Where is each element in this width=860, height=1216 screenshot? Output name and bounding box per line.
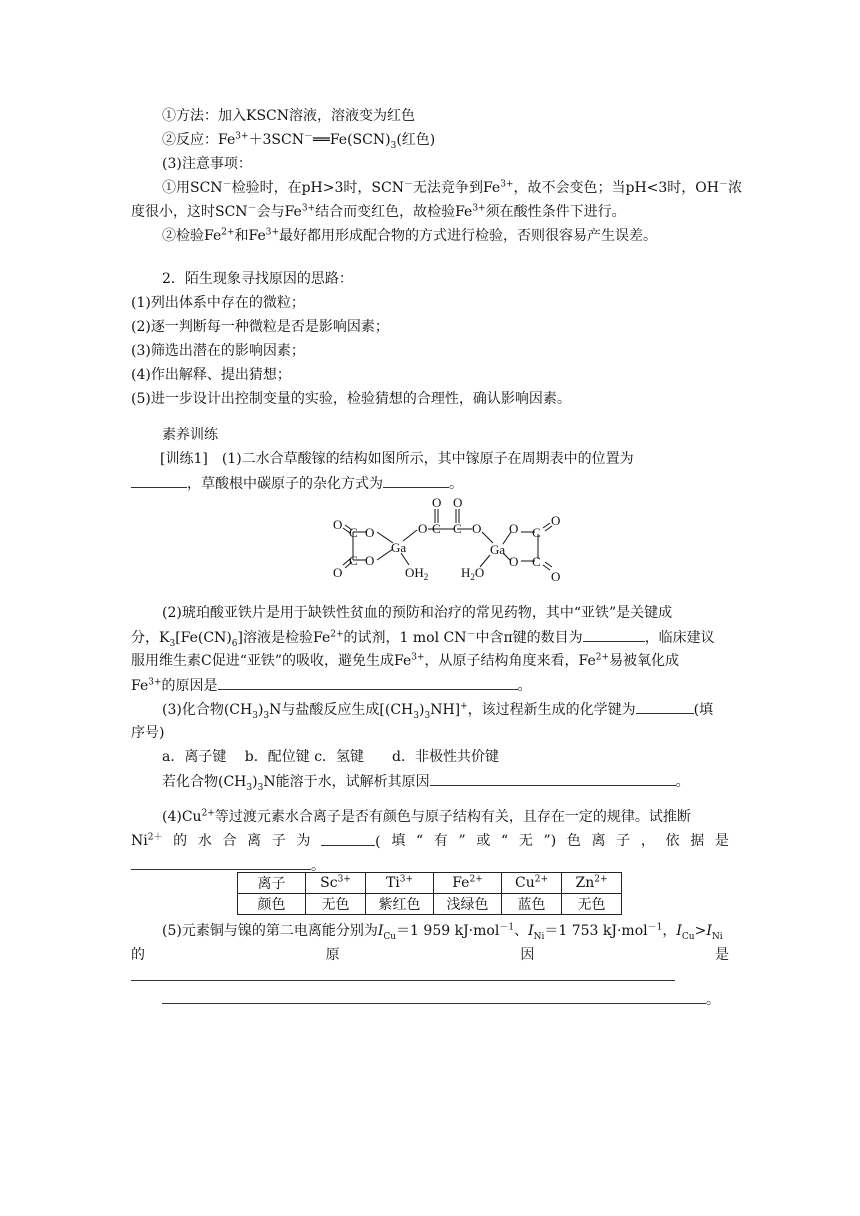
svg-text:O: O <box>432 497 442 510</box>
answer-blank[interactable] <box>218 676 518 690</box>
q2-line4: $Fe^{3+}$的原因是 。 <box>131 677 532 694</box>
answer-blank[interactable] <box>430 772 676 786</box>
svg-text:O: O <box>418 521 428 536</box>
svg-text:O: O <box>551 513 560 528</box>
table-header-cell: 离子 <box>238 873 306 894</box>
q2-line3: 服用维生素C促进“亚铁”的吸收，避免生成$Fe^{3+}$，从原子结构角度来看，$Fe^{2+}$易被氧化成 <box>131 652 680 669</box>
note2-line: ②检验$Fe^{2+}$和$Fe^{3+}$最好都用形成配合物的方式进行检验，否则很容易产生误差。 <box>162 227 658 244</box>
section2-title: 2．陌生现象寻找原因的思路： <box>162 271 353 287</box>
table-cell: 蓝色 <box>502 894 562 915</box>
svg-text:O: O <box>333 517 343 532</box>
step-5: (5)进一步设计出控制变量的实验，检验猜想的合理性，确认影响因素。 <box>131 391 571 407</box>
q5-line1: (5)元素铜与镍的第二电离能分别为$I_{Cu}=1$ 959 kJ·mol$^{-1}$、$I_{Ni}=1$ 753 kJ·mol$^{-1}$，$I_{Cu}>I_{Ni}$ <box>162 922 723 942</box>
svg-text:Ga: Ga <box>490 542 506 557</box>
note1-line1: ①用SCN－检验时，在pH>3时，SCN－无法竞争到$Fe^{3+}$，故不会变色；当pH<3时，OH－浓 <box>162 179 742 196</box>
step-4: (4)作出解释、提出猜想； <box>131 367 291 383</box>
q1-line1: [训练1] (1)二水合草酸镓的结构如图所示，其中镓原子在周期表中的位置为 <box>160 451 634 467</box>
svg-text:C: C <box>349 553 358 568</box>
answer-blank[interactable] <box>636 700 694 714</box>
svg-text:O: O <box>365 553 375 568</box>
q2-line2: 分，$K_3[Fe(CN)_6]$溶液是检验$Fe^{2+}$的试剂，1 mol CN－中含π键的数目为 ，临床建议 <box>131 629 715 649</box>
answer-blank[interactable] <box>583 628 645 642</box>
q3-line2: 序号) <box>131 725 165 741</box>
answer-blank[interactable] <box>131 474 187 488</box>
table-cell: 无色 <box>306 894 366 915</box>
svg-text:O: O <box>551 569 560 584</box>
q1-line2: ，草酸根中碳原子的杂化方式为 。 <box>131 474 463 493</box>
table-header-cell: 颜色 <box>238 894 306 915</box>
svg-text:O: O <box>472 521 482 536</box>
q4-line2: $Ni^{2+}$ 的 水 合 离 子 为 ( 填 “ 有 ” 或 “ 无 ”) 色 离 子 ， 依 据 是 <box>131 832 729 850</box>
answer-line[interactable] <box>131 980 675 981</box>
q5-line2: 的 原 因 是 <box>131 947 729 963</box>
q5-line4: 。 <box>162 990 720 1009</box>
table-cell: $Cu^{2+}$ <box>502 873 562 894</box>
table-cell: $Sc^{3+}$ <box>306 873 366 894</box>
answer-blank[interactable] <box>131 856 311 870</box>
table-cell: 紫红色 <box>366 894 434 915</box>
q3-line1: (3)化合物$(CH_3)_3N$与盐酸反应生成$[(CH_3)_3NH]^+$，该过程新生成的化学键为 (填 <box>162 701 714 721</box>
table-cell: $Fe^{2+}$ <box>434 873 502 894</box>
ion-color-table <box>237 872 622 915</box>
q3-options: a．离子键 b．配位键 c．氢键 d．非极性共价键 <box>162 749 500 765</box>
table-cell: $Ti^{3+}$ <box>366 873 434 894</box>
svg-text:O: O <box>365 525 375 540</box>
q3-line4: 若化合物$(CH_3)_3N$能溶于水，试解析其原因 。 <box>162 774 690 793</box>
svg-text:C: C <box>532 554 541 569</box>
q4-line3: 。 <box>131 856 325 875</box>
notes-title: (3)注意事项： <box>162 156 252 172</box>
answer-blank[interactable] <box>162 990 706 1004</box>
method-line: ①方法：加入KSCN溶液，溶液变为红色 <box>162 108 416 124</box>
step-1: (1)列出体系中存在的微粒； <box>131 295 305 311</box>
answer-blank[interactable] <box>383 474 449 488</box>
training-heading: 素养训练 <box>162 427 218 443</box>
svg-text:C: C <box>532 525 541 540</box>
svg-text:C: C <box>432 521 441 536</box>
svg-text:O: O <box>333 565 343 580</box>
svg-text:H2O: $H_2O$ <box>461 565 485 582</box>
gallium-oxalate-structure-figure <box>325 497 560 589</box>
svg-text:O: O <box>509 554 519 569</box>
reaction-line: ②反应：$Fe^{3+}+3SCN^-══Fe(SCN)_3$(红色) <box>162 131 436 151</box>
q4-line1: $(4)Cu^{2+}$等过渡元素水合离子是否有颜色与原子结构有关，且存在一定的规律。试推断 <box>162 808 691 825</box>
step-2: (2)逐一判断每一种微粒是否是影响因素； <box>131 319 389 335</box>
svg-text:Ga: Ga <box>391 540 407 555</box>
step-3: (3)筛选出潜在的影响因素； <box>131 343 305 359</box>
q2-line1: (2)琥珀酸亚铁片是用于缺铁性贫血的预防和治疗的常见药物，其中“亚铁”是关键成 <box>162 605 673 621</box>
svg-text:OH2: $OH_2$ <box>405 565 429 582</box>
table-cell: 无色 <box>562 894 622 915</box>
svg-text:O: O <box>509 521 519 536</box>
table-cell: 浅绿色 <box>434 894 502 915</box>
svg-text:C: C <box>453 521 462 536</box>
note1-line2: 度很小，这时SCN－会与$Fe^{3+}$结合而变红色，故检验$Fe^{3+}$须在酸性条件下进行。 <box>131 203 626 220</box>
table-row <box>238 894 622 915</box>
table-row <box>238 873 622 894</box>
answer-blank[interactable] <box>321 832 375 846</box>
svg-text:O: O <box>453 497 463 510</box>
svg-text:C: C <box>349 525 358 540</box>
table-cell: $Zn^{2+}$ <box>562 873 622 894</box>
